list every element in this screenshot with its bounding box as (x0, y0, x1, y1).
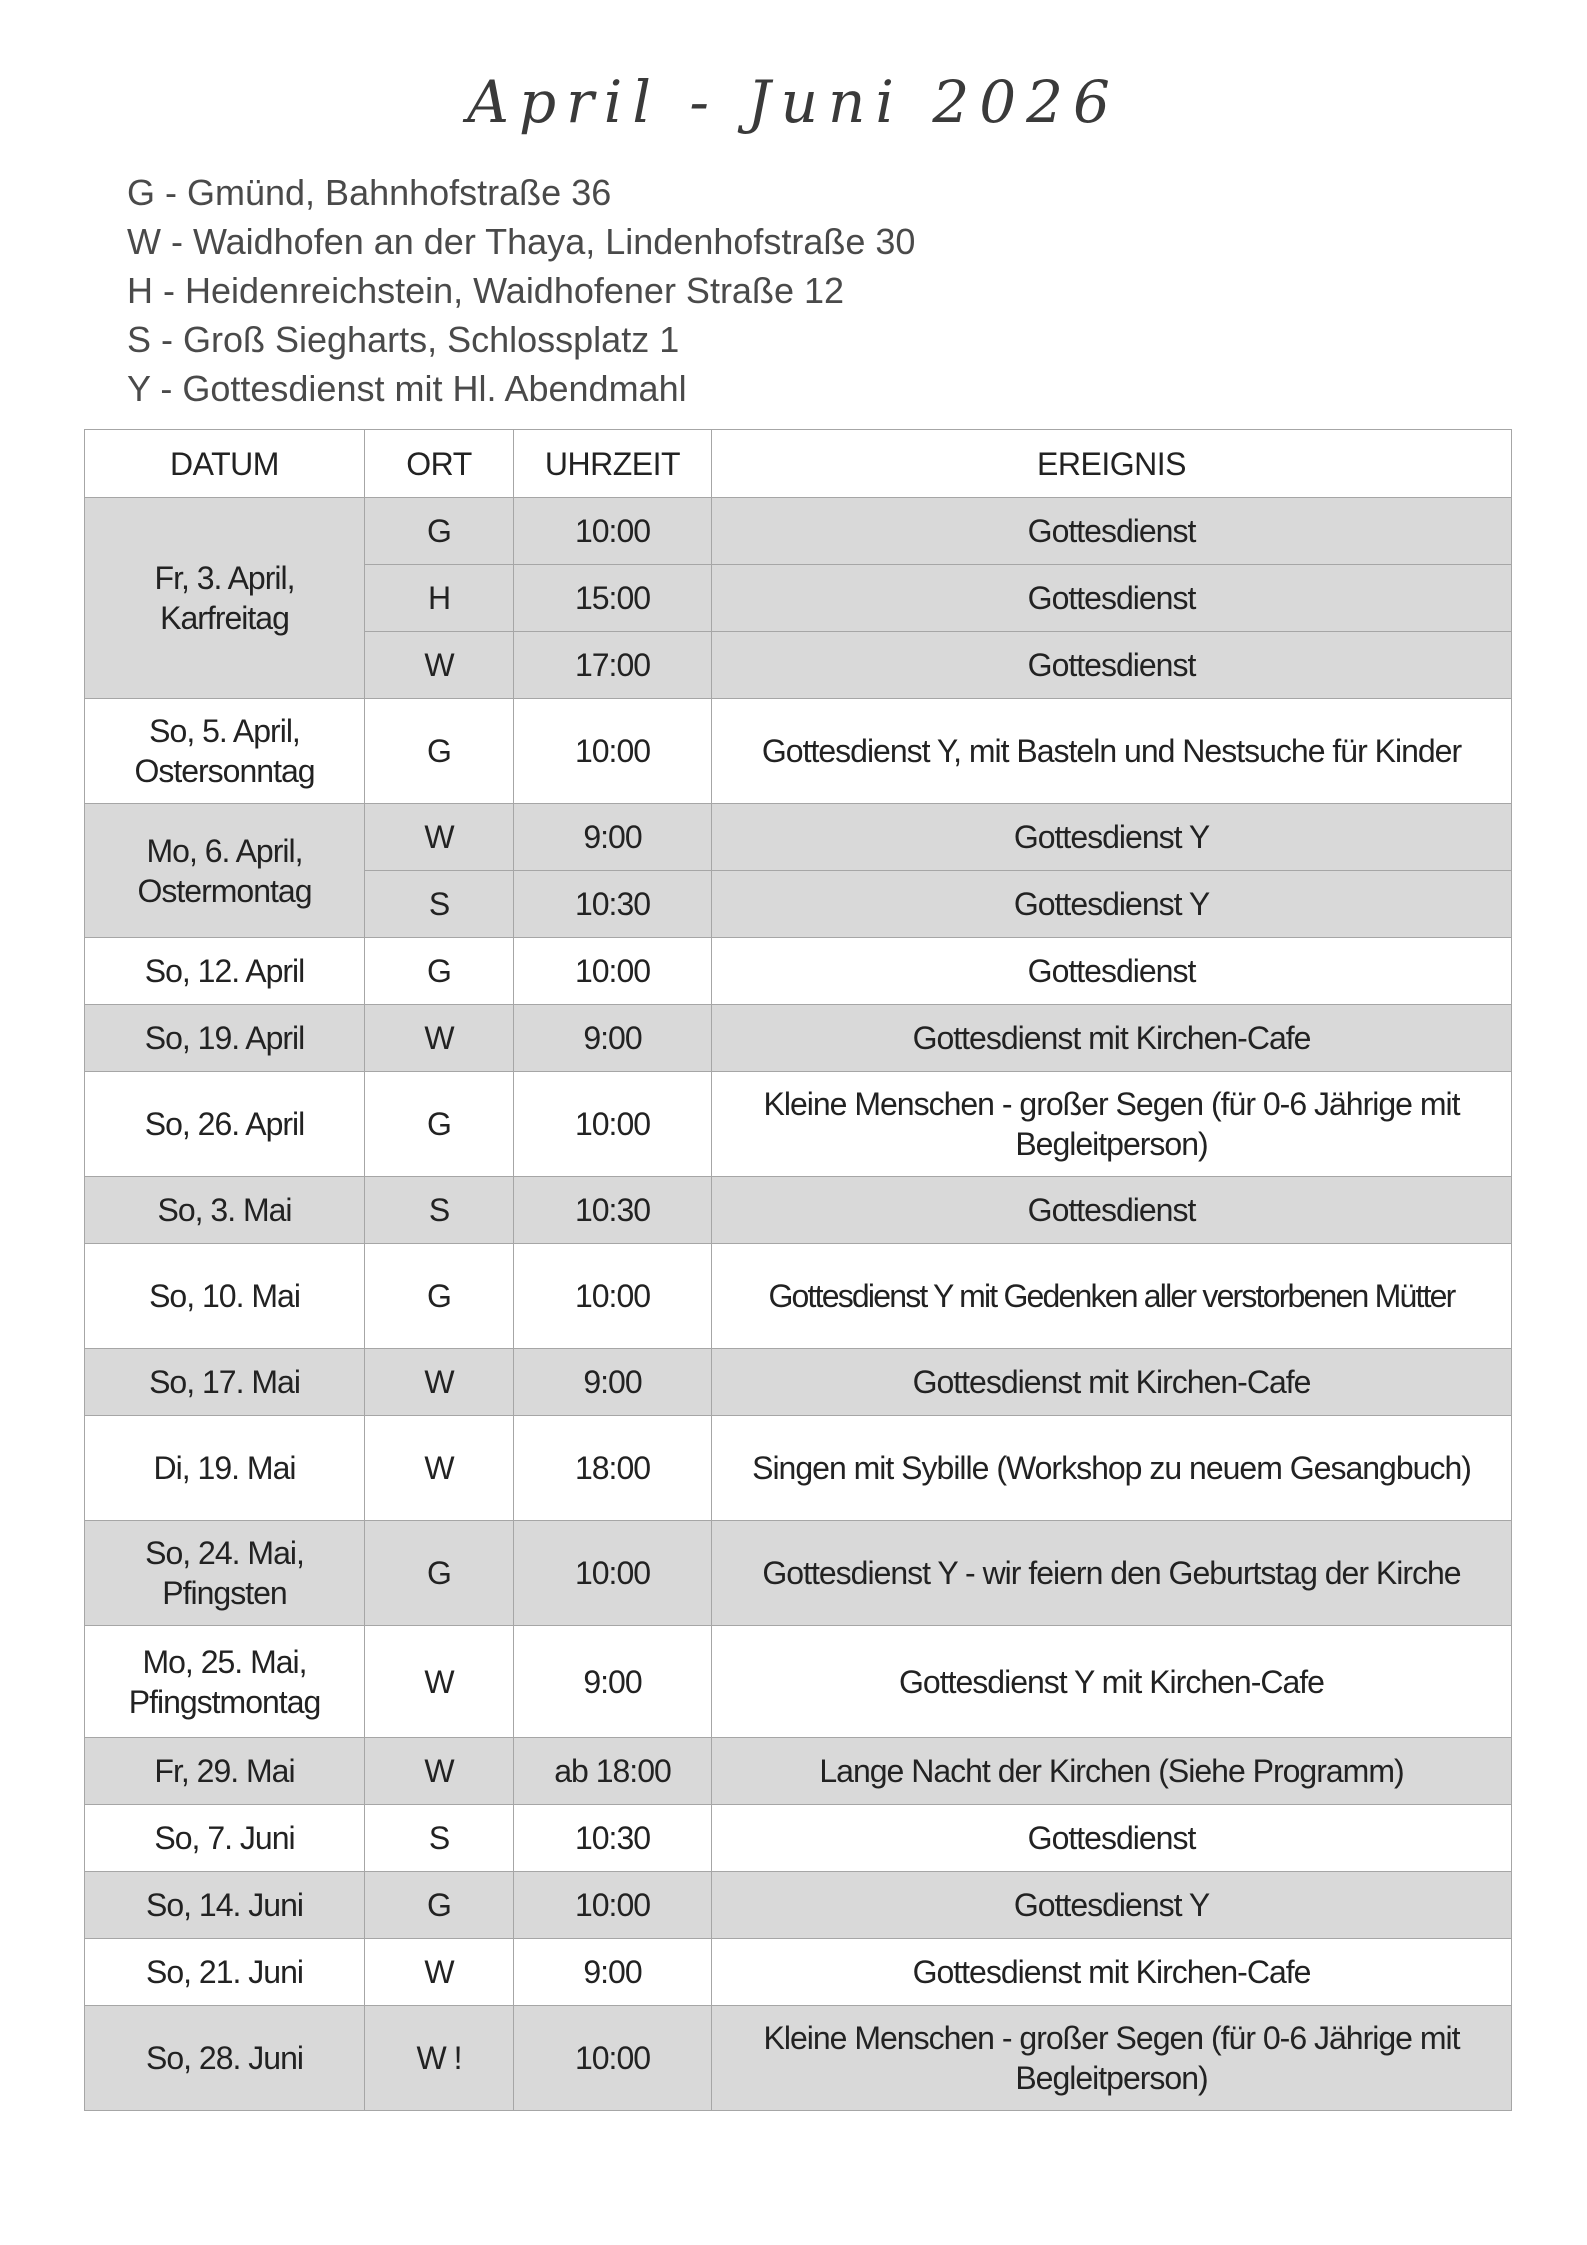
event-cell: Gottesdienst (712, 632, 1512, 699)
table-row (85, 1521, 1512, 1626)
date-cell: So, 10. Mai (85, 1244, 365, 1349)
table-row (85, 1005, 1512, 1072)
table-row (85, 1738, 1512, 1805)
time-cell: 9:00 (514, 1349, 712, 1416)
table-row (85, 2006, 1512, 2111)
event-cell: Gottesdienst Y (712, 871, 1512, 938)
event-cell: Gottesdienst (712, 565, 1512, 632)
date-cell: Di, 19. Mai (85, 1416, 365, 1521)
ort-cell: W (365, 1416, 514, 1521)
date-cell: Fr, 3. April, Karfreitag (85, 498, 365, 699)
ort-cell: G (365, 1872, 514, 1939)
time-cell: 10:00 (514, 938, 712, 1005)
event-cell: Gottesdienst (712, 938, 1512, 1005)
table-row (85, 1805, 1512, 1872)
time-cell: 9:00 (514, 1939, 712, 2006)
time-cell: 10:00 (514, 1244, 712, 1349)
time-cell: 10:00 (514, 2006, 712, 2111)
page-title: April - Juni 2026 (467, 68, 1120, 136)
date-cell: So, 3. Mai (85, 1177, 365, 1244)
ort-cell: S (365, 871, 514, 938)
time-cell: 18:00 (514, 1416, 712, 1521)
ort-cell: W (365, 804, 514, 871)
ort-cell: W (365, 1626, 514, 1738)
event-cell: Gottesdienst Y, mit Basteln und Nestsuche für Kinder (712, 699, 1512, 804)
table-row (85, 1072, 1512, 1177)
event-cell: Gottesdienst mit Kirchen-Cafe (712, 1005, 1512, 1072)
table-row (85, 1939, 1512, 2006)
event-cell: Gottesdienst mit Kirchen-Cafe (712, 1939, 1512, 2006)
ort-cell: W (365, 1349, 514, 1416)
time-cell: 10:30 (514, 1177, 712, 1244)
date-cell: So, 12. April (85, 938, 365, 1005)
ort-cell: G (365, 938, 514, 1005)
time-cell: 15:00 (514, 565, 712, 632)
time-cell: 10:00 (514, 498, 712, 565)
time-cell: ab 18:00 (514, 1738, 712, 1805)
date-cell: So, 24. Mai, Pfingsten (85, 1521, 365, 1626)
time-cell: 10:00 (514, 1872, 712, 1939)
ort-cell: G (365, 699, 514, 804)
date-cell: So, 21. Juni (85, 1939, 365, 2006)
date-cell: So, 14. Juni (85, 1872, 365, 1939)
ort-cell: S (365, 1177, 514, 1244)
ort-cell: G (365, 1072, 514, 1177)
legend-item-gmuend: G - Gmünd, Bahnhofstraße 36 (127, 172, 612, 213)
header-ereignis: EREIGNIS (712, 430, 1512, 498)
time-cell: 17:00 (514, 632, 712, 699)
table-row (85, 1349, 1512, 1416)
date-cell: So, 19. April (85, 1005, 365, 1072)
legend-item-heidenreichstein: H - Heidenreichstein, Waidhofener Straße 12 (127, 270, 845, 311)
header-ort: ORT (365, 430, 514, 498)
event-cell: Lange Nacht der Kirchen (Siehe Programm) (712, 1738, 1512, 1805)
table-row (85, 1244, 1512, 1349)
ort-cell: S (365, 1805, 514, 1872)
event-cell: Gottesdienst (712, 1805, 1512, 1872)
date-cell: Mo, 6. April, Ostermontag (85, 804, 365, 938)
date-cell: So, 26. April (85, 1072, 365, 1177)
table-row (85, 1872, 1512, 1939)
event-cell: Gottesdienst (712, 1177, 1512, 1244)
time-cell: 10:30 (514, 1805, 712, 1872)
header-datum: DATUM (85, 430, 365, 498)
time-cell: 10:00 (514, 1521, 712, 1626)
time-cell: 9:00 (514, 1005, 712, 1072)
time-cell: 10:00 (514, 1072, 712, 1177)
location-legend (127, 168, 915, 413)
event-cell: Gottesdienst (712, 498, 1512, 565)
event-cell: Gottesdienst Y - wir feiern den Geburtstag der Kirche (712, 1521, 1512, 1626)
date-cell: Mo, 25. Mai, Pfingstmontag (85, 1626, 365, 1738)
table-row (85, 1626, 1512, 1738)
date-cell: So, 17. Mai (85, 1349, 365, 1416)
table-row (85, 498, 1512, 565)
ort-cell: G (365, 498, 514, 565)
ort-cell: G (365, 1244, 514, 1349)
ort-cell: W (365, 1738, 514, 1805)
table-row (85, 938, 1512, 1005)
ort-cell: W (365, 1939, 514, 2006)
event-cell: Gottesdienst mit Kirchen-Cafe (712, 1349, 1512, 1416)
legend-item-abendmahl: Y - Gottesdienst mit Hl. Abendmahl (127, 368, 687, 409)
table-row (85, 1416, 1512, 1521)
date-cell: So, 28. Juni (85, 2006, 365, 2111)
time-cell: 10:30 (514, 871, 712, 938)
schedule-table (84, 429, 1512, 2111)
event-cell: Gottesdienst Y (712, 804, 1512, 871)
legend-item-waidhofen: W - Waidhofen an der Thaya, Lindenhofstraße 30 (127, 221, 916, 262)
ort-cell: H (365, 565, 514, 632)
ort-cell: W ! (365, 2006, 514, 2111)
date-cell: So, 5. April, Ostersonntag (85, 699, 365, 804)
time-cell: 9:00 (514, 1626, 712, 1738)
legend-item-gross-siegharts: S - Groß Siegharts, Schlossplatz 1 (127, 319, 680, 360)
ort-cell: W (365, 632, 514, 699)
ort-cell: G (365, 1521, 514, 1626)
time-cell: 9:00 (514, 804, 712, 871)
date-cell: So, 7. Juni (85, 1805, 365, 1872)
event-cell: Kleine Menschen - großer Segen (für 0-6 Jährige mit Begleitperson) (712, 2006, 1512, 2111)
table-row (85, 1177, 1512, 1244)
event-cell: Gottesdienst Y mit Gedenken aller verstorbenen Mütter (712, 1244, 1512, 1349)
date-cell: Fr, 29. Mai (85, 1738, 365, 1805)
ort-cell: W (365, 1005, 514, 1072)
event-cell: Gottesdienst Y mit Kirchen-Cafe (712, 1626, 1512, 1738)
table-header-row (85, 430, 1512, 498)
event-cell: Kleine Menschen - großer Segen (für 0-6 Jährige mit Begleitperson) (712, 1072, 1512, 1177)
table-row (85, 699, 1512, 804)
table-row (85, 804, 1512, 871)
header-uhrzeit: UHRZEIT (514, 430, 712, 498)
time-cell: 10:00 (514, 699, 712, 804)
event-cell: Singen mit Sybille (Workshop zu neuem Gesangbuch) (712, 1416, 1512, 1521)
event-cell: Gottesdienst Y (712, 1872, 1512, 1939)
